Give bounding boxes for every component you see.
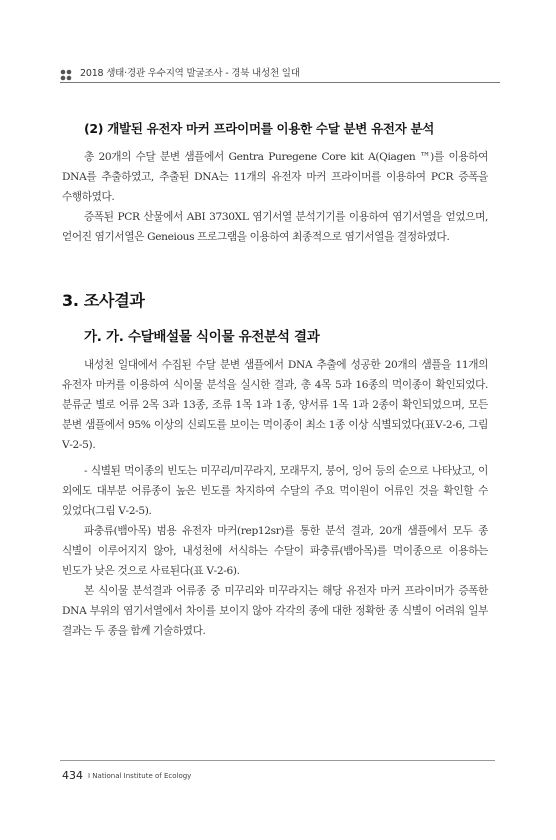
running-header-text: 2018 생태·경관 우수지역 발굴조사 - 경북 내성천 일대 <box>80 68 300 79</box>
dots-icon <box>60 66 74 78</box>
header-divider <box>60 82 500 83</box>
footer-divider <box>60 760 495 761</box>
paragraph: 내성천 일대에서 수집된 수달 분변 샘플에서 DNA 추출에 성공한 20개의 샘플을 11개의 유전자 마커를 이용하여 식이물 분석을 실시한 결과, 총 4목 5과 16종의 먹이종이 확인되었다. 분류군 별로 어류 2목 3과 13종, 조류 1목 1과 1종, 양서류 1목 1과 2종이 확인되었으며, 모든 분변 샘플에서 95% 이상의 신뢰도를 보이는 먹이종이 최소 1종 이상 식별되었다(표Ⅴ-2-6, 그림 Ⅴ-2-5). <box>62 359 488 451</box>
footer-organization: I National Institute of Ecology <box>88 772 192 780</box>
paragraph: 총 20개의 수달 분변 샘플에서 Gentra Puregene Core kit A(Qiagen ™)를 이용하여 DNA를 추출하였고, 추출된 DNA는 11개의 유전자 마커 프라이머를 이용하여 PCR 증폭을 수행하였다. <box>62 151 488 203</box>
page-number: 434 <box>62 769 83 782</box>
paragraph: 파충류(뱀아목) 범용 유전자 마커(rep12sr)를 통한 분석 결과, 20개 샘플에서 모두 종 식별이 이루어지지 않아, 내성천에 서식하는 수달이 파충류(뱀아목)를 먹이종으로 이용하는 빈도가 낮은 것으로 사료된다(표 Ⅴ-2-6). <box>62 525 488 577</box>
paragraph: - 식별된 먹이종의 빈도는 미꾸리/미꾸라지, 모래무지, 붕어, 잉어 등의 순으로 나타났고, 이 외에도 대부분 어류종이 높은 빈도를 차지하여 수달의 주요 먹이원이 어류인 것을 확인할 수 있었다(그림 Ⅴ-2-5). <box>62 465 488 517</box>
section-heading-results: 3. 조사결과 <box>62 291 145 310</box>
running-header <box>60 64 500 80</box>
paragraph: 본 식이물 분석결과 어류종 중 미꾸리와 미꾸라지는 해당 유전자 마커 프라이머가 증폭한 DNA 부위의 염기서열에서 차이를 보이지 않아 각각의 종에 대한 정확한 종 식별이 어려워 일부 결과는 두 종을 함께 기술하였다. <box>62 585 488 637</box>
subsection-heading-primer-analysis: (2) 개발된 유전자 마커 프라이머를 이용한 수달 분변 유전자 분석 <box>84 121 435 136</box>
subsection-heading-diet-analysis: 가. 가. 수달배설물 식이물 유전분석 결과 <box>84 329 320 345</box>
paragraph: 증폭된 PCR 산물에서 ABI 3730XL 염기서열 분석기기를 이용하여 염기서열을 얻었으며, 얻어진 염기서열은 Geneious 프로그램을 이용하여 최종적으로 염기서열을 결정하였다. <box>62 211 488 243</box>
